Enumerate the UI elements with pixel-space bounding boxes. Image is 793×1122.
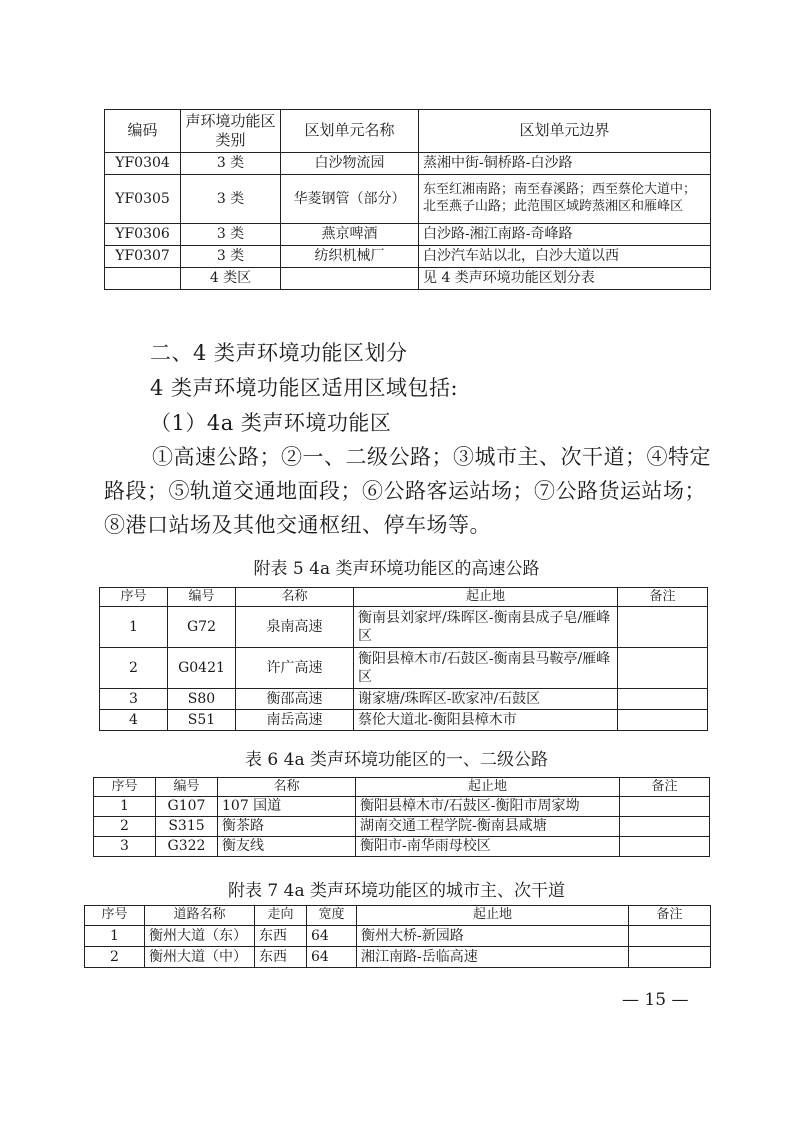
cell-boundary: 白沙路-湘江南路-奇峰路 — [419, 224, 711, 246]
cell-index: 2 — [94, 817, 156, 837]
urban-road-table — [84, 905, 711, 968]
header-remark: 备注 — [620, 778, 710, 797]
header-remark: 备注 — [629, 906, 711, 926]
cell-unit-name: 白沙物流园 — [281, 153, 419, 175]
cell-route: 衡南县刘家坪/珠晖区-衡南县成子皂/雁峰区 — [354, 607, 618, 648]
cell-index: 1 — [100, 607, 168, 648]
header-unit-boundary: 区划单元边界 — [419, 110, 711, 153]
table-row — [105, 153, 711, 175]
cell-width: 64 — [307, 926, 357, 947]
cell-direction: 东西 — [255, 947, 307, 968]
cell-remark — [618, 648, 708, 689]
cell-code: YF0304 — [105, 153, 181, 175]
cell-route: 衡阳县樟木市/石鼓区-衡南县马鞍亭/雁峰区 — [354, 648, 618, 689]
cell-name: 衡茶路 — [218, 817, 356, 837]
cell-boundary: 白沙汽车站以北，白沙大道以西 — [419, 246, 711, 268]
cell-direction: 东西 — [255, 926, 307, 947]
cell-index: 1 — [85, 926, 145, 947]
subsection-heading: （1）4a 类声环境功能区 — [150, 411, 392, 435]
cell-name: 衡友线 — [218, 837, 356, 857]
cell-index: 4 — [100, 710, 168, 731]
header-code: 编号 — [156, 778, 218, 797]
cell-unit-name: 燕京啤酒 — [281, 224, 419, 246]
cell-code: G0421 — [168, 648, 236, 689]
header-index: 序号 — [85, 906, 145, 926]
header-remark: 备注 — [618, 588, 708, 607]
cell-remark — [629, 926, 711, 947]
table-row — [105, 224, 711, 246]
cell-remark — [629, 947, 711, 968]
table-header-row — [94, 778, 710, 797]
cell-code: S80 — [168, 689, 236, 710]
cell-route: 衡阳市-南华雨母校区 — [356, 837, 620, 857]
table-row — [100, 648, 708, 689]
header-index: 序号 — [94, 778, 156, 797]
cell-index: 1 — [94, 797, 156, 817]
cell-road-name: 衡州大道（东） — [145, 926, 255, 947]
cell-name: 南岳高速 — [236, 710, 354, 731]
table-header-row — [105, 110, 711, 153]
cell-name: 泉南高速 — [236, 607, 354, 648]
table-row — [100, 689, 708, 710]
table-row — [105, 268, 711, 290]
cell-index: 3 — [94, 837, 156, 857]
table5-caption: 附表 5 4a 类声环境功能区的高速公路 — [253, 559, 540, 579]
cell-remark — [618, 607, 708, 648]
table-row — [105, 175, 711, 224]
cell-category: 3 类 — [181, 246, 281, 268]
table-row — [100, 710, 708, 731]
cell-route: 湖南交通工程学院-衡南县咸塘 — [356, 817, 620, 837]
cell-category: 3 类 — [181, 175, 281, 224]
table-row — [85, 926, 711, 947]
intro-paragraph: 4 类声环境功能区适用区域包括: — [150, 376, 459, 400]
cell-name: 许广高速 — [236, 648, 354, 689]
header-index: 序号 — [100, 588, 168, 607]
table-row — [85, 947, 711, 968]
header-category: 声环境功能区类别 — [181, 110, 281, 153]
cell-category: 3 类 — [181, 224, 281, 246]
cell-route: 蔡伦大道北-衡阳县樟木市 — [354, 710, 618, 731]
header-code: 编号 — [168, 588, 236, 607]
cell-unit-name: 纺织机械厂 — [281, 246, 419, 268]
cell-unit-name — [281, 268, 419, 290]
table-row — [94, 817, 710, 837]
table-row — [100, 607, 708, 648]
cell-route: 衡州大桥-新园路 — [357, 926, 629, 947]
header-width: 宽度 — [307, 906, 357, 926]
section-heading: 二、4 类声环境功能区划分 — [150, 341, 408, 365]
cell-remark — [620, 797, 710, 817]
cell-index: 2 — [85, 947, 145, 968]
header-route: 起止地 — [357, 906, 629, 926]
cell-code: YF0305 — [105, 175, 181, 224]
header-name: 名称 — [218, 778, 356, 797]
cell-category: 3 类 — [181, 153, 281, 175]
cell-remark — [618, 689, 708, 710]
highway-table — [93, 777, 710, 857]
header-road-name: 道路名称 — [145, 906, 255, 926]
table7-caption: 附表 7 4a 类声环境功能区的城市主、次干道 — [228, 881, 565, 901]
cell-remark — [620, 837, 710, 857]
header-direction: 走向 — [255, 906, 307, 926]
cell-code: G72 — [168, 607, 236, 648]
cell-code: G322 — [156, 837, 218, 857]
header-name: 名称 — [236, 588, 354, 607]
cell-width: 64 — [307, 947, 357, 968]
table-header-row — [100, 588, 708, 607]
header-route: 起止地 — [354, 588, 618, 607]
header-route: 起止地 — [356, 778, 620, 797]
cell-remark — [620, 817, 710, 837]
cell-route: 谢家塘/珠晖区-欧家冲/石鼓区 — [354, 689, 618, 710]
cell-code: YF0306 — [105, 224, 181, 246]
expressway-table — [99, 587, 708, 731]
cell-index: 3 — [100, 689, 168, 710]
cell-name: 衡邵高速 — [236, 689, 354, 710]
table-row — [94, 837, 710, 857]
cell-code: G107 — [156, 797, 218, 817]
cell-route: 衡阳县樟木市/石鼓区-衡阳市周家坳 — [356, 797, 620, 817]
header-code: 编码 — [105, 110, 181, 153]
cell-category: 4 类区 — [181, 268, 281, 290]
cell-code: YF0307 — [105, 246, 181, 268]
cell-code — [105, 268, 181, 290]
zoning-unit-table — [104, 109, 711, 290]
cell-name: 107 国道 — [218, 797, 356, 817]
table-row — [105, 246, 711, 268]
cell-index: 2 — [100, 648, 168, 689]
table-header-row — [85, 906, 711, 926]
header-unit-name: 区划单元名称 — [281, 110, 419, 153]
body-paragraph: ①高速公路；②一、二级公路；③城市主、次干道；④特定路段；⑤轨道交通地面段；⑥公路客运站场；⑦公路货运站场；⑧港口站场及其他交通枢纽、停车场等。 — [104, 445, 711, 537]
table-row — [94, 797, 710, 817]
table6-caption: 表 6 4a 类声环境功能区的一、二级公路 — [245, 750, 548, 770]
cell-code: S51 — [168, 710, 236, 731]
cell-remark — [618, 710, 708, 731]
cell-unit-name: 华菱钢管（部分） — [281, 175, 419, 224]
cell-road-name: 衡州大道（中） — [145, 947, 255, 968]
cell-code: S315 — [156, 817, 218, 837]
cell-boundary: 蒸湘中街-铜桥路-白沙路 — [419, 153, 711, 175]
cell-boundary: 东至红湘南路；南至春溪路；西至蔡伦大道中；北至燕子山路；此范围区域跨蒸湘区和雁峰区 — [419, 175, 711, 224]
cell-boundary: 见 4 类声环境功能区划分表 — [419, 268, 711, 290]
page-number: — 15 — — [622, 990, 689, 1010]
cell-route: 湘江南路-岳临高速 — [357, 947, 629, 968]
